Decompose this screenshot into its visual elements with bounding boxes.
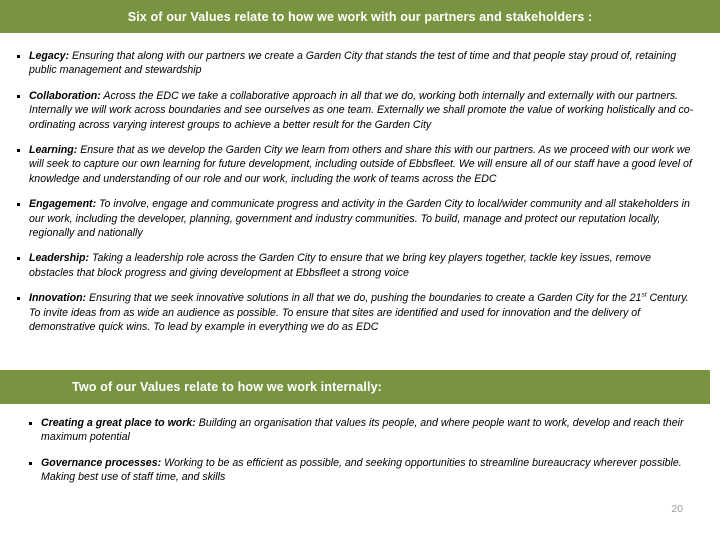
list-item [0,251,720,280]
value-text [29,291,698,334]
value-text [41,416,690,445]
external-values-list [0,49,720,346]
list-item [0,143,720,186]
value-term: Learning: [29,144,78,157]
external-values-banner [0,0,720,33]
value-term: Innovation: [29,292,87,305]
value-text [41,456,690,485]
internal-values-list [0,416,720,496]
value-description: Ensure that as we develop the Garden City we learn from others and share this with our partners. As we proceed with our work we will seek to capture our own learning for future development, including outside of Ebbsfleet. We will ensure all of our staff have a good level of knowledge and understanding of our role and our work, including the work of teams across the EDC [29,144,692,185]
bullet-marker-icon [17,89,29,100]
value-description-before-superscript: Ensuring that we seek innovative solutions in all that we do, pushing the boundaries to create a Garden City for the 21 [89,292,642,305]
list-item [0,456,720,485]
ordinal-superscript: st [641,291,647,299]
bullet-marker-icon [29,456,41,467]
list-item [0,197,720,240]
internal-values-banner [0,370,710,404]
bullet-marker-icon [17,251,29,262]
bullet-marker-icon [17,49,29,60]
value-description: Building an organisation that values its people, and where people want to work, develop and reach their maximum potential [41,417,684,444]
value-description: To involve, engage and communicate progress and activity in the Garden City to local/wider community and all stakeholders in our work, including the developer, planning, government and industry communities. To build, manage and protect our reputation locally, regionally and nationally [29,198,690,240]
value-term: Collaboration: [29,89,101,102]
value-text [29,143,698,186]
page-number: 20 [671,503,683,515]
list-item [0,89,720,132]
list-item [0,416,720,445]
list-item [0,291,720,334]
value-description: Ensuring that along with our partners we create a Garden City that stands the test of time and that people stay proud of, retaining public management and stewardship [29,50,677,77]
value-description: Working to be as efficient as possible, and seeking opportunities to streamline bureaucracy wherever possible. Making best use of staff time, and skills [41,456,682,484]
value-text [29,197,698,240]
value-term: Governance processes: [41,456,162,469]
value-description: Taking a leadership role across the Garden City to ensure that we bring key players together, tackle key issues, remove obstacles that block progress and giving development at Ebbsfleet a strong voice [29,252,652,279]
bullet-marker-icon [17,143,29,154]
value-term: Engagement: [29,198,97,211]
value-term: Legacy: [29,50,70,62]
list-item [0,49,720,78]
bullet-marker-icon [17,291,29,302]
value-term: Creating a great place to work: [41,417,196,429]
internal-values-banner-title: Two of our Values relate to how we work internally: [72,380,382,394]
bullet-marker-icon [17,197,29,208]
value-text [29,49,698,78]
value-term: Leadership: [29,252,90,265]
bullet-marker-icon [29,416,41,427]
external-values-banner-title: Six of our Values relate to how we work with our partners and stakeholders : [127,9,593,24]
value-description-after-superscript: Century. To invite ideas from as wide an audience as possible. To ensure that sites are identified and used for innovation and the delivery of demonstrative quick wins. To lead by example in everything we do as EDC [29,292,689,334]
value-description: Across the EDC we take a collaborative approach in all that we do, working both internally and externally with our partners. Internally we will work across boundaries and see ourselves as one team. Externally we shall promote the value of working holistically and co-ordinating across varying interest groups to achieve a better result for the Garden City [29,89,694,131]
value-text [29,251,698,280]
value-text [29,89,698,132]
